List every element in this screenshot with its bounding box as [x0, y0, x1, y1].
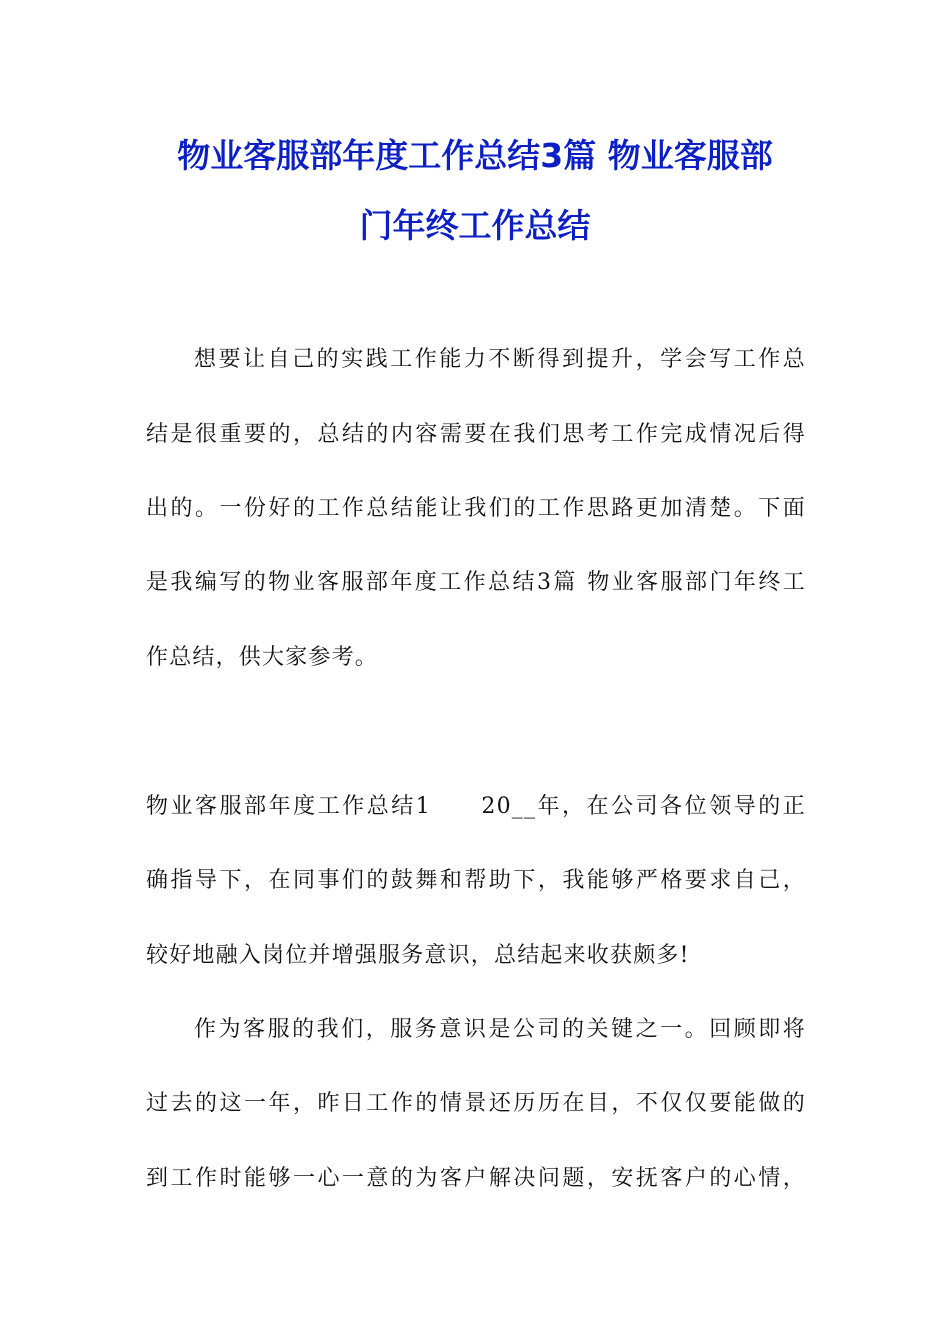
intro-line-2: 结是很重要的，总结的内容需要在我们思考工作完成情况后得 — [146, 422, 806, 447]
para2-line-2: 过去的这一年，昨日工作的情景还历历在目，不仅仅要能做的 — [146, 1091, 806, 1116]
section1-line-3: 较好地融入岗位并增强服务意识，总结起来收获颇多! — [146, 943, 690, 968]
section1-line-1: 物业客服部年度工作总结1 20__年，在公司各位领导的正 — [146, 794, 806, 819]
para2-line-1: 作为客服的我们，服务意识是公司的关键之一。回顾即将 — [194, 1017, 806, 1042]
para2-line-3: 到工作时能够一心一意的为客户解决问题，安抚客户的心情， — [146, 1166, 806, 1191]
section1-line-2: 确指导下，在同事们的鼓舞和帮助下，我能够严格要求自己， — [146, 868, 806, 893]
intro-line-1: 想要让自己的实践工作能力不断得到提升，学会写工作总 — [194, 347, 806, 372]
intro-line-3: 出的。一份好的工作总结能让我们的工作思路更加清楚。下面 — [146, 496, 806, 521]
document-title-line-2: 门年终工作总结 — [359, 206, 591, 245]
intro-line-4: 是我编写的物业客服部年度工作总结3篇 物业客服部门年终工 — [146, 570, 806, 595]
intro-line-5: 作总结，供大家参考。 — [146, 645, 379, 670]
document-title-line-1: 物业客服部年度工作总结3篇 物业客服部 — [177, 136, 773, 175]
